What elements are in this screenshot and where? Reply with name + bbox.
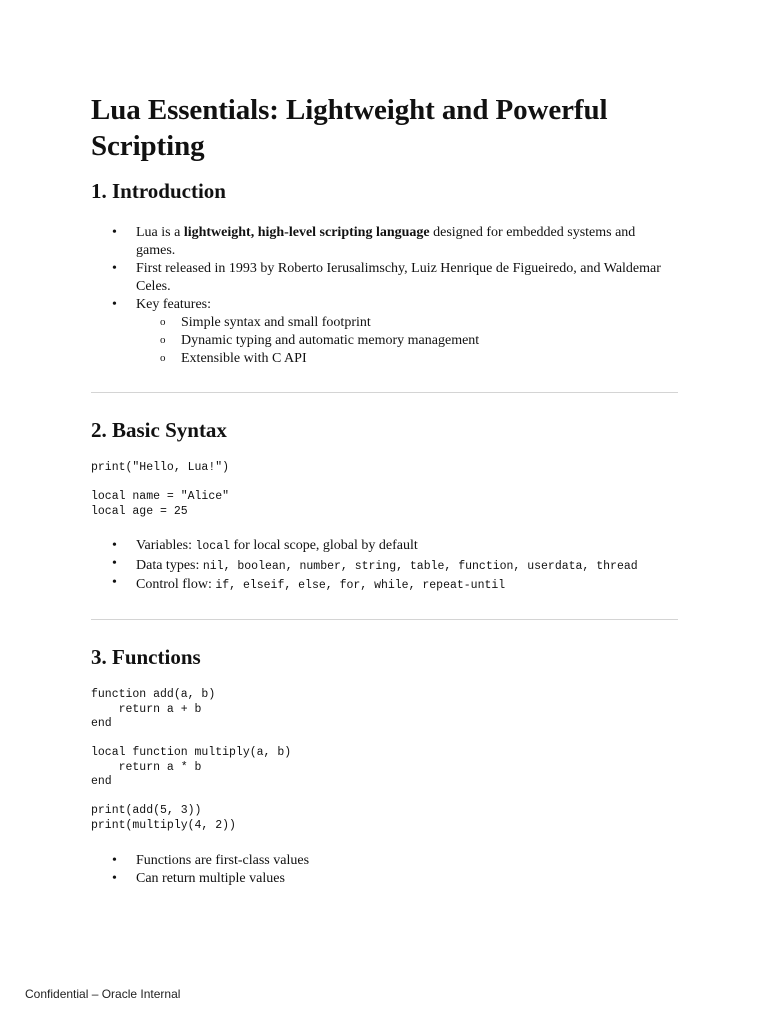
section-introduction xyxy=(91,178,678,368)
list-item-label: Variables: xyxy=(136,538,196,553)
list-item xyxy=(91,224,678,260)
bullet-list xyxy=(91,224,678,368)
list-item-text: First released in 1993 by Roberto Ierusalimschy, Luiz Henrique de Figueiredo, and Waldemar Celes. xyxy=(136,261,661,294)
sub-list-item: o Simple syntax and small footprint xyxy=(136,314,678,332)
list-item xyxy=(91,556,678,574)
list-item-text: Lua is a xyxy=(136,225,184,240)
code-block: function add(a, b) return a + b end local function multiply(a, b) return a * b end print(add(5, 3)) print(multiply(4, 2)) xyxy=(91,688,292,832)
section-heading: 1. Introduction xyxy=(91,179,226,203)
section-heading: 2. Basic Syntax xyxy=(91,418,227,442)
list-item xyxy=(91,296,678,368)
sub-list-item: o Extensible with C API xyxy=(136,350,678,368)
section-functions xyxy=(91,644,678,888)
list-item: • Functions are first-class values xyxy=(91,852,678,870)
section-basic-syntax xyxy=(91,417,678,595)
inline-code: nil, boolean, number, string, table, function, userdata, thread xyxy=(202,560,638,573)
sub-bullet-list xyxy=(136,314,678,368)
list-item-label: Data types: xyxy=(136,558,203,573)
bullet-list xyxy=(91,537,678,595)
footer-confidential: Confidential – Oracle Internal xyxy=(25,987,181,1001)
list-item xyxy=(91,574,678,595)
list-item-text: designed for embedded systems and games. xyxy=(136,225,636,258)
list-item: • Can return multiple values xyxy=(91,870,678,888)
section-heading: 3. Functions xyxy=(91,645,201,669)
document-page xyxy=(91,92,678,888)
document-title: Lua Essentials: Lightweight and Powerful Scripting xyxy=(91,94,608,162)
section-divider xyxy=(91,392,678,393)
bold-text: lightweight, high-level scripting language xyxy=(183,225,430,240)
list-item-label: Control flow: xyxy=(136,577,216,592)
section-divider xyxy=(91,619,678,620)
inline-code: if, elseif, else, for, while, repeat-until xyxy=(215,579,506,592)
list-item xyxy=(91,537,678,556)
bullet-list xyxy=(91,852,678,888)
list-item xyxy=(91,260,678,296)
code-block: print("Hello, Lua!") local name = "Alice" local age = 25 xyxy=(91,461,230,518)
sub-list-item: o Dynamic typing and automatic memory management xyxy=(136,332,678,350)
inline-code: local xyxy=(195,540,230,553)
list-item-text: for local scope, global by default xyxy=(230,538,418,553)
list-item-text: Key features: xyxy=(136,297,212,312)
